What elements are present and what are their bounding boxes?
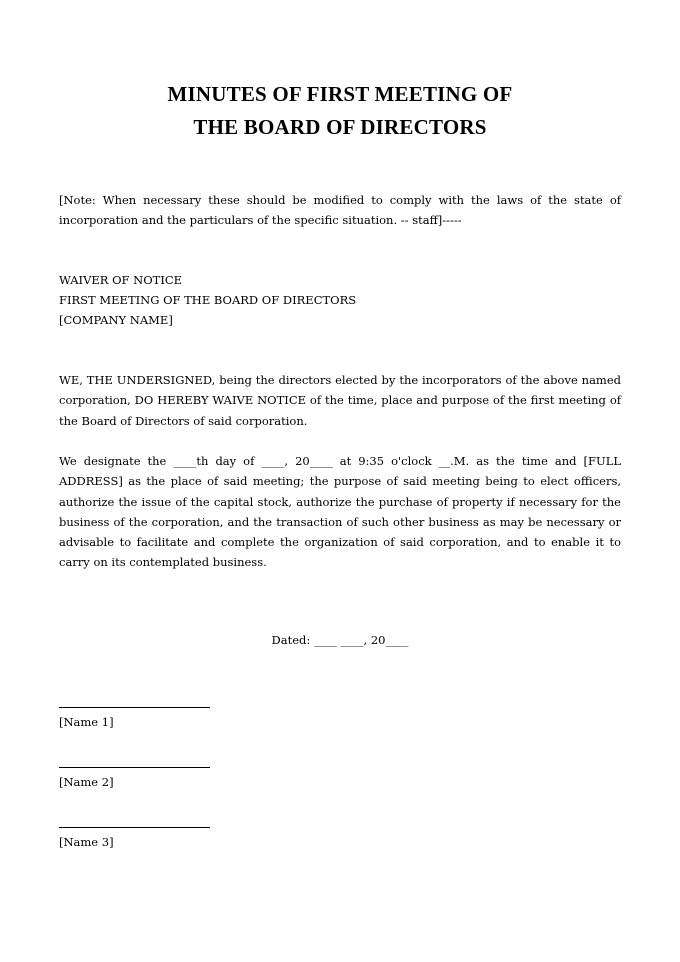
designation-paragraph: We designate the ____th day of ____, 20____ at 9:35 o'clock __.M. as the time and [FULL ADDRESS] as the place of said meeting; the purpose of said meeting being to elect officers, authorize the issue of the capital stock, authorize the purchase of property if necessary for the business of the corporation, and the transaction of such other business as may be necessary or advisable to facilitate and complete the organization of said corporation, and to enable it to carry on its contemplated business. xyxy=(59,454,621,570)
company-name-placeholder: [COMPANY NAME] xyxy=(59,313,173,327)
dated-line: Dated: ____ ____, 20____ xyxy=(271,633,409,647)
signature-line-2 xyxy=(59,767,210,768)
title-line-2: THE BOARD OF DIRECTORS xyxy=(193,115,487,139)
signature-line-1 xyxy=(59,707,210,708)
meeting-heading: FIRST MEETING OF THE BOARD OF DIRECTORS xyxy=(59,293,357,307)
signature-name-2: [Name 2] xyxy=(59,775,114,789)
waiver-paragraph: WE, THE UNDERSIGNED, being the directors elected by the incorporators of the above named corporation, DO HEREBY WAIVE NOTICE of the time, place and purpose of the first meeting of the Board of Directors of said corporation. xyxy=(59,373,621,428)
waiver-heading: WAIVER OF NOTICE xyxy=(59,273,183,287)
signature-name-1: [Name 1] xyxy=(59,715,114,729)
note-paragraph: [Note: When necessary these should be modified to comply with the laws of the state of incorporation and the particulars of the specific situation. -- staff]----- xyxy=(59,193,621,228)
title-line-1: MINUTES OF FIRST MEETING OF xyxy=(167,82,513,106)
signature-name-3: [Name 3] xyxy=(59,835,114,849)
signature-line-3 xyxy=(59,827,210,828)
